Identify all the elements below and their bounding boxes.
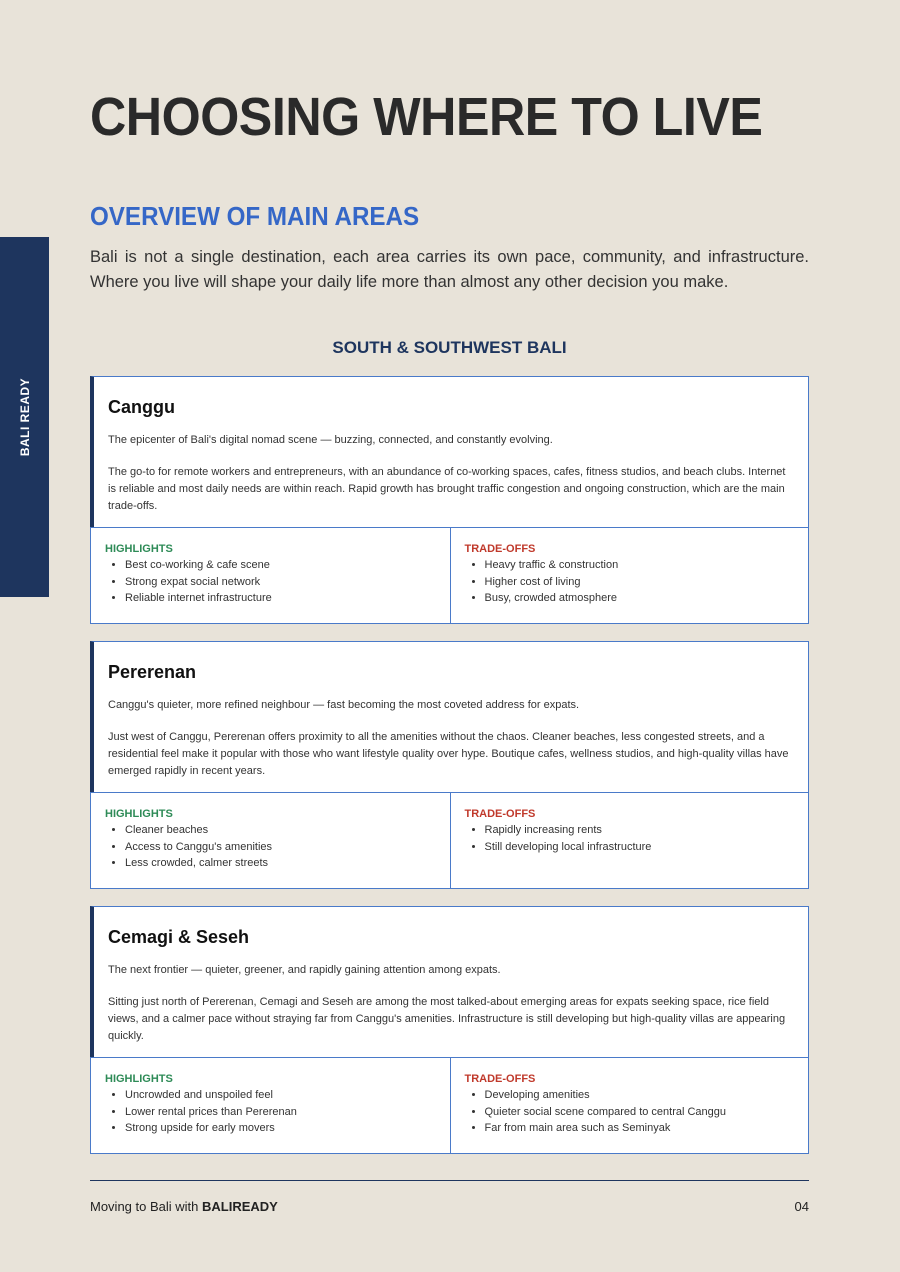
area-card-cemagi-seseh	[90, 906, 809, 1058]
tradeoffs-column	[450, 528, 809, 623]
area-pros-cons-cemagi-seseh	[90, 1057, 809, 1154]
region-title: SOUTH & SOUTHWEST BALI	[332, 338, 567, 357]
list-item: • Rapidly increasing rents	[485, 822, 795, 839]
area-tagline: The next frontier — quieter, greener, and rapidly gaining attention among expats.	[108, 964, 501, 976]
list-item: • Cleaner beaches	[125, 822, 436, 839]
area-description: Sitting just north of Pererenan, Cemagi and Seseh are among the most talked-about emerging areas for expats seeking space, rice field views, and a calmer pace without straying far from Canggu's amenities. Infrastructure is still developing but high-quality villas are appearing quickly.	[108, 996, 786, 1042]
footer-brand: BALIREADY	[202, 1199, 278, 1214]
highlights-column	[91, 793, 450, 888]
tradeoffs-label: TRADE-OFFS	[464, 543, 536, 555]
page-title: CHOOSING WHERE TO LIVE	[90, 87, 763, 147]
list-item: • Access to Canggu's amenities	[125, 839, 436, 856]
side-tab-label: BALI READY	[17, 377, 32, 457]
list-item: • Busy, crowded atmosphere	[485, 590, 795, 607]
tradeoffs-label: TRADE-OFFS	[464, 1073, 536, 1085]
highlights-label: HIGHLIGHTS	[105, 543, 173, 555]
area-card-canggu	[90, 376, 809, 528]
area-name: Cemagi & Seseh	[108, 927, 250, 947]
list-item: • Developing amenities	[485, 1087, 795, 1104]
highlights-column	[91, 1058, 450, 1153]
tradeoffs-label: TRADE-OFFS	[464, 808, 536, 820]
list-item: • Still developing local infrastructure	[485, 839, 795, 856]
tradeoffs-column	[450, 793, 809, 888]
list-item: • Uncrowded and unspoiled feel	[125, 1087, 436, 1104]
area-name: Canggu	[108, 397, 175, 417]
area-name: Pererenan	[108, 662, 197, 682]
list-item: • Reliable internet infrastructure	[125, 590, 436, 607]
highlights-column	[91, 528, 450, 623]
tradeoffs-column	[450, 1058, 809, 1153]
area-pros-cons-canggu	[90, 527, 809, 624]
list-item: • Less crowded, calmer streets	[125, 855, 436, 872]
area-tagline: The epicenter of Bali's digital nomad scene — buzzing, connected, and constantly evolving.	[108, 434, 553, 446]
page-number: 04	[794, 1199, 809, 1214]
area-card-pererenan	[90, 641, 809, 793]
area-tagline: Canggu's quieter, more refined neighbour — fast becoming the most coveted address for expats.	[108, 699, 580, 711]
section-title: OVERVIEW OF MAIN AREAS	[90, 201, 420, 231]
list-item: • Strong upside for early movers	[125, 1120, 436, 1137]
side-tab	[0, 237, 49, 597]
list-item: • Quieter social scene compared to central Canggu	[485, 1104, 795, 1121]
footer-credit	[90, 1199, 278, 1214]
list-item: • Heavy traffic & construction	[485, 557, 795, 574]
list-item: • Higher cost of living	[485, 574, 795, 591]
area-description: Just west of Canggu, Pererenan offers proximity to all the amenities without the chaos. Cleaner beaches, less congested streets, and a residential feel make it popular with those who want lifestyle quality over hype. Boutique cafes, wellness studios, and high-quality villas have emerged rapidly in recent years.	[108, 731, 789, 777]
highlights-label: HIGHLIGHTS	[105, 808, 173, 820]
area-pros-cons-pererenan	[90, 792, 809, 889]
highlights-label: HIGHLIGHTS	[105, 1073, 173, 1085]
intro-paragraph: Bali is not a single destination, each area carries its own pace, community, and infrastructure. Where you live will shape your daily life more than almost any other decision you make.	[90, 248, 809, 291]
area-description: The go-to for remote workers and entrepreneurs, with an abundance of co-working spaces, cafes, fitness studios, and beach clubs. Internet is reliable and most daily needs are within reach. Rapid growth has brought traffic congestion and ongoing construction, which are the main trade-offs.	[108, 466, 786, 512]
footer-divider	[90, 1180, 809, 1181]
list-item: • Lower rental prices than Pererenan	[125, 1104, 436, 1121]
footer-prefix: Moving to Bali with	[90, 1199, 202, 1214]
list-item: • Best co-working & cafe scene	[125, 557, 436, 574]
list-item: • Strong expat social network	[125, 574, 436, 591]
list-item: • Far from main area such as Seminyak	[485, 1120, 795, 1137]
